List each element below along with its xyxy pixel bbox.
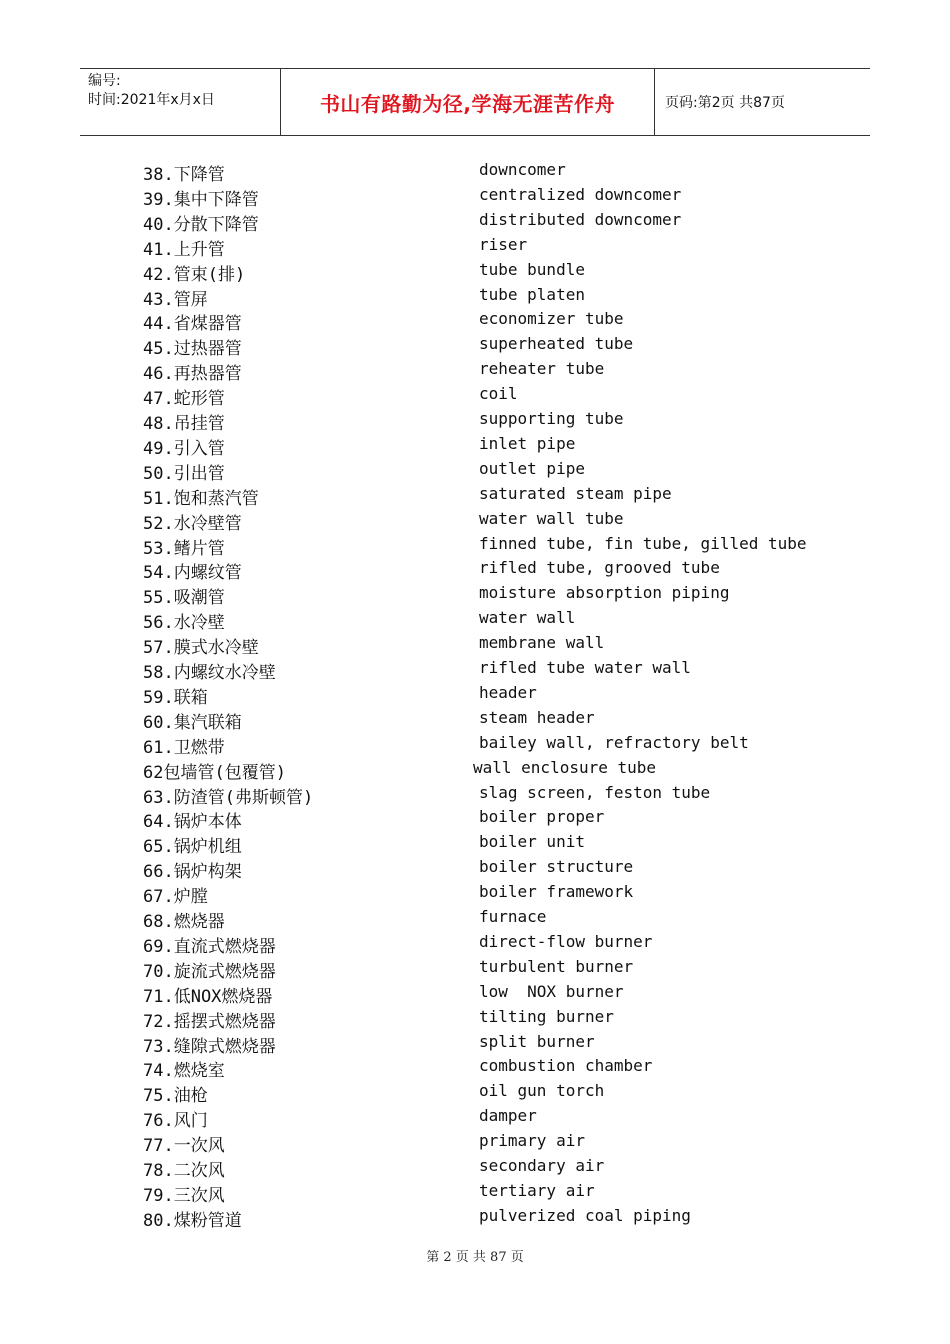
term-row <box>0 783 950 808</box>
term-chinese: 73.缝隙式燃烧器 <box>143 1036 276 1057</box>
term-english: water wall tube <box>479 508 624 528</box>
term-row <box>0 882 950 907</box>
term-english: wall enclosure tube <box>473 757 657 777</box>
term-english: downcomer <box>479 160 566 179</box>
term-english: split burner <box>479 1031 595 1051</box>
term-row <box>0 1206 950 1231</box>
term-english: low NOX burner <box>479 981 624 1001</box>
term-english: tertiary air <box>479 1180 595 1200</box>
term-chinese: 43.管屏 <box>143 289 208 310</box>
term-row <box>0 459 950 484</box>
term-english: membrane wall <box>479 633 605 653</box>
term-chinese: 47.蛇形管 <box>143 389 225 410</box>
term-chinese: 62包墙管(包覆管) <box>143 762 286 783</box>
term-row <box>0 957 950 982</box>
page-header <box>80 68 870 136</box>
doc-number-label: 编号: <box>88 73 121 89</box>
term-english: furnace <box>479 907 547 926</box>
term-row <box>0 907 950 932</box>
term-row <box>0 608 950 633</box>
term-chinese: 38.下降管 <box>143 165 225 185</box>
term-row <box>0 982 950 1007</box>
term-english: supporting tube <box>479 409 624 428</box>
term-row <box>0 832 950 857</box>
term-row <box>0 857 950 882</box>
term-row <box>0 683 950 708</box>
term-english: combustion chamber <box>479 1056 653 1076</box>
term-english: direct-flow burner <box>479 931 653 951</box>
term-row <box>0 1181 950 1206</box>
term-english: steam header <box>479 707 595 727</box>
term-row <box>0 235 950 260</box>
term-chinese: 56.水冷壁 <box>143 613 225 634</box>
term-chinese: 59.联箱 <box>143 687 208 708</box>
term-english: coil <box>479 384 518 404</box>
term-row <box>0 708 950 733</box>
term-english: turbulent burner <box>479 956 634 976</box>
term-chinese: 71.低NOX燃烧器 <box>143 986 273 1007</box>
term-chinese: 76.风门 <box>143 1111 208 1132</box>
term-chinese: 51.饱和蒸汽管 <box>143 488 259 509</box>
term-row <box>0 558 950 583</box>
term-chinese: 66.锅炉构架 <box>143 862 242 883</box>
term-chinese: 70.旋流式燃烧器 <box>143 961 276 982</box>
term-chinese: 79.三次风 <box>143 1185 225 1206</box>
term-english: moisture absorption piping <box>479 583 730 603</box>
term-chinese: 41.上升管 <box>143 239 225 260</box>
term-chinese: 44.省煤器管 <box>143 314 242 335</box>
term-english: inlet pipe <box>479 433 576 453</box>
term-row <box>0 807 950 832</box>
term-english: riser <box>479 234 528 254</box>
term-chinese: 50.引出管 <box>143 463 225 484</box>
term-english: rifled tube water wall <box>479 658 691 677</box>
term-chinese: 75.油枪 <box>143 1086 208 1107</box>
term-chinese: 80.煤粉管道 <box>143 1210 242 1231</box>
term-chinese: 39.集中下降管 <box>143 189 259 210</box>
term-chinese: 77.一次风 <box>143 1136 225 1157</box>
term-row <box>0 1007 950 1032</box>
term-english: damper <box>479 1106 537 1126</box>
term-english: distributed downcomer <box>479 209 682 229</box>
term-row <box>0 1131 950 1156</box>
term-chinese: 69.直流式燃烧器 <box>143 936 276 957</box>
term-row <box>0 1106 950 1131</box>
term-english: water wall <box>479 608 576 628</box>
term-english: boiler framework <box>479 882 634 902</box>
term-row <box>0 384 950 409</box>
term-english: tube platen <box>479 284 585 304</box>
term-english: boiler proper <box>479 807 605 827</box>
term-row <box>0 210 950 235</box>
term-chinese: 57.膜式水冷壁 <box>143 638 259 659</box>
term-english: boiler unit <box>479 832 585 852</box>
header-motto: 书山有路勤为径,学海无涯苦作舟 <box>281 69 655 135</box>
header-meta <box>80 69 281 135</box>
term-row <box>0 434 950 459</box>
term-row <box>0 534 950 559</box>
term-row <box>0 160 950 185</box>
term-row <box>0 409 950 434</box>
header-page-info: 页码:第2页 共87页 <box>665 95 785 111</box>
term-row <box>0 260 950 285</box>
term-row <box>0 334 950 359</box>
term-english: finned tube, fin tube, gilled tube <box>479 533 807 553</box>
term-chinese: 64.锅炉本体 <box>143 812 242 833</box>
term-english: header <box>479 682 537 702</box>
term-chinese: 49.引入管 <box>143 438 225 459</box>
term-row <box>0 658 950 683</box>
term-english: economizer tube <box>479 309 624 329</box>
term-chinese: 45.过热器管 <box>143 339 242 360</box>
term-row <box>0 583 950 608</box>
term-row <box>0 1056 950 1081</box>
term-english: rifled tube, grooved tube <box>479 558 720 578</box>
term-chinese: 52.水冷壁管 <box>143 513 242 534</box>
term-english: pulverized coal piping <box>479 1205 691 1225</box>
term-english: tube bundle <box>479 259 585 279</box>
term-english: slag screen, feston tube <box>479 782 711 802</box>
term-chinese: 68.燃烧器 <box>143 912 225 932</box>
term-row <box>0 484 950 509</box>
term-chinese: 65.锅炉机组 <box>143 837 242 858</box>
term-english: secondary air <box>479 1156 605 1175</box>
term-chinese: 58.内螺纹水冷壁 <box>143 663 276 683</box>
term-row <box>0 758 950 783</box>
term-row <box>0 185 950 210</box>
term-chinese: 48.吊挂管 <box>143 414 225 434</box>
term-chinese: 60.集汽联箱 <box>143 712 242 733</box>
term-row <box>0 509 950 534</box>
term-row <box>0 1032 950 1057</box>
term-english: reheater tube <box>479 359 605 379</box>
term-english: bailey wall, refractory belt <box>479 732 749 752</box>
term-chinese: 40.分散下降管 <box>143 214 259 235</box>
term-english: oil gun torch <box>479 1081 605 1101</box>
term-english: superheated tube <box>479 334 634 354</box>
term-english: primary air <box>479 1131 585 1151</box>
term-row <box>0 633 950 658</box>
doc-time-label: 时间:2021年x月x日 <box>88 92 215 108</box>
term-chinese: 72.摇摆式燃烧器 <box>143 1011 276 1032</box>
term-row <box>0 1081 950 1106</box>
term-row <box>0 733 950 758</box>
term-english: saturated steam pipe <box>479 483 672 503</box>
term-row <box>0 309 950 334</box>
term-chinese: 63.防渣管(弗斯顿管) <box>143 787 314 808</box>
term-english: tilting burner <box>479 1006 614 1026</box>
term-chinese: 53.鳍片管 <box>143 538 225 559</box>
term-chinese: 78.二次风 <box>143 1161 225 1181</box>
term-english: centralized downcomer <box>479 184 682 204</box>
term-chinese: 67.炉膛 <box>143 887 208 908</box>
term-chinese: 54.内螺纹管 <box>143 563 242 584</box>
term-row <box>0 1156 950 1181</box>
term-row <box>0 285 950 310</box>
term-chinese: 46.再热器管 <box>143 364 242 385</box>
term-row <box>0 932 950 957</box>
term-chinese: 61.卫燃带 <box>143 737 225 758</box>
term-chinese: 55.吸潮管 <box>143 588 225 609</box>
term-english: boiler structure <box>479 857 634 877</box>
term-chinese: 74.燃烧室 <box>143 1061 225 1082</box>
term-english: outlet pipe <box>479 458 585 478</box>
term-chinese: 42.管束(排) <box>143 264 246 285</box>
page-footer: 第 2 页 共 87 页 <box>426 1250 524 1265</box>
term-row <box>0 359 950 384</box>
